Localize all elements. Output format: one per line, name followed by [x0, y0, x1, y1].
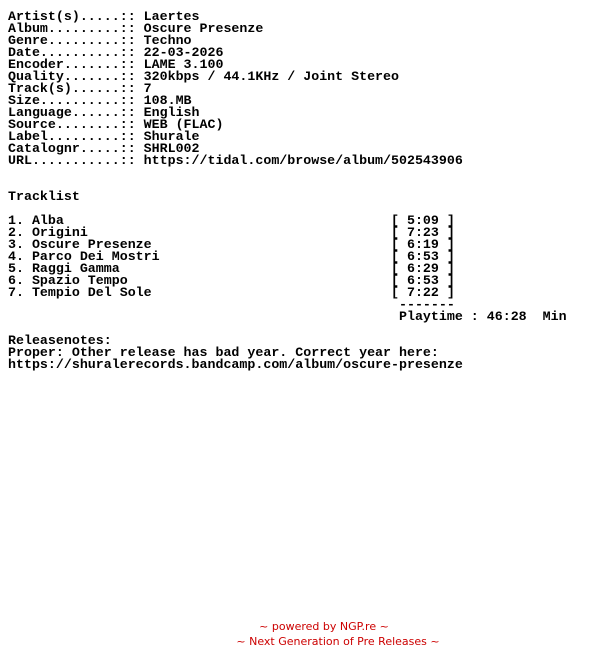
nfo-text: [8, 11, 567, 371]
info-key: Label.........::: [8, 129, 144, 144]
track-time: [ 7:22 ]: [391, 285, 455, 300]
track-title: 2. Origini: [8, 225, 392, 240]
track-time: [ 6:29 ]: [391, 261, 455, 276]
track-title: 4. Parco Dei Mostri: [8, 249, 392, 264]
info-key: Artist(s).....::: [8, 9, 144, 24]
track-title: 6. Spazio Tempo: [8, 273, 392, 288]
info-key: Source........::: [8, 117, 144, 132]
info-key: Quality.......::: [8, 69, 144, 84]
info-value: Shurale: [143, 129, 200, 144]
footer-tagline: ~ Next Generation of Pre Releases ~: [236, 635, 440, 648]
track-title: 1. Alba: [8, 213, 392, 228]
info-value: 7: [143, 81, 152, 96]
track-title: 7. Tempio Del Sole: [8, 285, 392, 300]
footer-powered-by: ~ powered by NGP.re ~: [259, 620, 389, 633]
info-value: 108.MB: [143, 93, 192, 108]
track-time: [ 6:53 ]: [391, 273, 455, 288]
info-value: Laertes: [143, 9, 200, 24]
releasenotes-text: Proper: Other release has bad year. Correct year here:: [8, 345, 439, 360]
info-value: WEB (FLAC): [143, 117, 224, 132]
info-value: Techno: [143, 33, 192, 48]
info-key: Track(s)......::: [8, 81, 144, 96]
info-value: Oscure Presenze: [143, 21, 264, 36]
info-key: URL...........::: [8, 153, 144, 168]
track-time: [ 7:23 ]: [391, 225, 455, 240]
track-title: 5. Raggi Gamma: [8, 261, 392, 276]
info-value: LAME 3.100: [143, 57, 224, 72]
playtime-separator: -------: [8, 297, 455, 312]
info-key: Date..........::: [8, 45, 144, 60]
info-value: SHRL002: [143, 141, 200, 156]
info-key: Album.........::: [8, 21, 144, 36]
track-time: [ 6:53 ]: [391, 249, 455, 264]
info-key: Genre.........::: [8, 33, 144, 48]
info-value: https://tidal.com/browse/album/502543906: [143, 153, 463, 168]
info-key: Size..........::: [8, 93, 144, 108]
info-key: Language......::: [8, 105, 144, 120]
playtime-total: Playtime : 46:28 Min: [8, 309, 567, 324]
releasenotes-link: https://shuralerecords.bandcamp.com/album/oscure-presenze: [8, 357, 463, 372]
track-time: [ 5:09 ]: [391, 213, 455, 228]
info-value: English: [143, 105, 200, 120]
tracklist-heading: Tracklist: [8, 189, 80, 204]
track-title: 3. Oscure Presenze: [8, 237, 392, 252]
info-value: 320kbps / 44.1KHz / Joint Stereo: [143, 69, 399, 84]
releasenotes-heading: Releasenotes:: [8, 333, 112, 348]
info-key: Catalognr.....::: [8, 141, 144, 156]
info-key: Encoder.......::: [8, 57, 144, 72]
blank-line: [8, 179, 567, 191]
info-value: 22-03-2026: [143, 45, 224, 60]
blank-line: [8, 167, 567, 179]
track-time: [ 6:19 ]: [391, 237, 455, 252]
info-url: [8, 155, 567, 167]
